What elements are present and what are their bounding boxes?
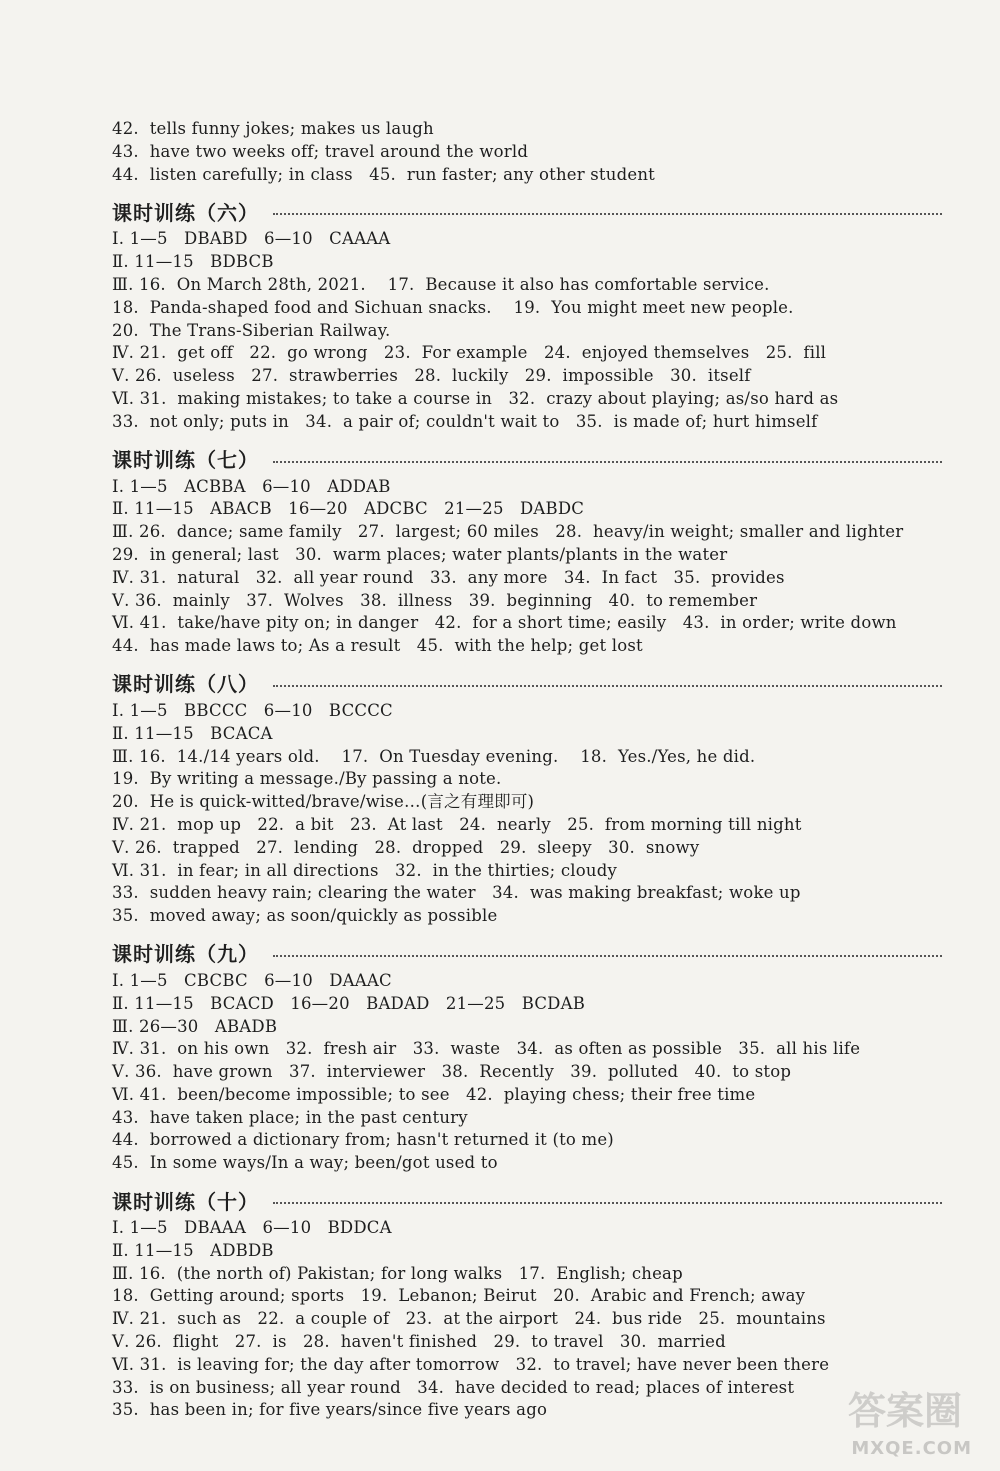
answer-line: 33. not only; puts in 34. a pair of; couldn't wait to 35. is made of; hurt himself (112, 411, 818, 431)
site-watermark (792, 1385, 982, 1465)
answer-line: Ⅱ. 11—15 BDBCB (112, 252, 274, 272)
answer-line: Ⅱ. 11—15 ABACB 16—20 ADCBC 21—25 DABDC (112, 499, 585, 519)
answer-line: 33. is on business; all year round 34. have decided to read; places of interest (112, 1377, 795, 1397)
answer-line: 45. In some ways/In a way; been/got used to (112, 1153, 498, 1173)
answer-page (112, 118, 942, 1422)
dotted-rule (273, 213, 942, 215)
answer-line: Ⅲ. 16. 14./14 years old. 17. On Tuesday evening. 18. Yes./Yes, he did. (112, 746, 756, 766)
dotted-rule (273, 461, 942, 463)
section-9 (112, 938, 942, 1175)
answer-line: 42. tells funny jokes; makes us laugh (112, 119, 434, 138)
answer-line: Ⅲ. 16. On March 28th, 2021. 17. Because it also has comfortable service. (112, 274, 770, 294)
answer-line: Ⅳ. 21. mop up 22. a bit 23. At last 24. nearly 25. from morning till night (112, 814, 802, 834)
answer-line: 29. in general; last 30. warm places; water plants/plants in the water (112, 544, 728, 564)
section-title (112, 1185, 942, 1215)
section-heading: 课时训练（九） (112, 942, 259, 967)
answer-line: Ⅵ. 31. making mistakes; to take a course in 32. crazy about playing; as/so hard as (112, 388, 839, 408)
section-title (112, 938, 942, 968)
answer-line: Ⅲ. 26—30 ABADB (112, 1016, 278, 1036)
section-title (112, 196, 942, 226)
answer-line: Ⅳ. 31. on his own 32. fresh air 33. waste 34. as often as possible 35. all his life (112, 1039, 861, 1059)
dotted-rule (273, 685, 942, 687)
dotted-rule (273, 1202, 942, 1204)
answer-line: Ⅴ. 36. mainly 37. Wolves 38. illness 39. beginning 40. to remember (112, 590, 758, 610)
answer-line: 43. have taken place; in the past century (112, 1107, 468, 1127)
section-heading: 课时训练（十） (112, 1189, 259, 1214)
answer-line: 35. has been in; for five years/since five years ago (112, 1400, 548, 1420)
answer-line: Ⅳ. 31. natural 32. all year round 33. any more 34. In fact 35. provides (112, 567, 785, 587)
answer-line: 44. listen carefully; in class 45. run faster; any other student (112, 164, 655, 184)
answer-line: Ⅴ. 26. flight 27. is 28. haven't finished 29. to travel 30. married (112, 1332, 726, 1352)
answer-line: Ⅰ. 1—5 CBCBC 6—10 DAAAC (112, 970, 392, 990)
section-heading: 课时训练（七） (112, 448, 259, 473)
answer-line: 18. Panda-shaped food and Sichuan snacks. 19. You might meet new people. (112, 297, 794, 317)
answer-line: Ⅵ. 31. in fear; in all directions 32. in the thirties; cloudy (112, 860, 618, 880)
answer-line: Ⅰ. 1—5 BBCCC 6—10 BCCCC (112, 700, 393, 720)
answer-line: Ⅲ. 16. (the north of) Pakistan; for long walks 17. English; cheap (112, 1263, 683, 1283)
intro-block (112, 118, 942, 186)
answer-line: Ⅱ. 11—15 BCACA (112, 723, 273, 743)
dotted-rule (273, 955, 942, 957)
answer-line: Ⅵ. 41. been/become impossible; to see 42. playing chess; their free time (112, 1084, 756, 1104)
answer-line: 20. The Trans-Siberian Railway. (112, 320, 391, 340)
answer-line: Ⅱ. 11—15 BCACD 16—20 BADAD 21—25 BCDAB (112, 993, 586, 1013)
answer-line: Ⅰ. 1—5 DBABD 6—10 CAAAA (112, 229, 391, 249)
answer-line: 44. has made laws to; As a result 45. with the help; get lost (112, 636, 643, 656)
answer-line: Ⅴ. 36. have grown 37. interviewer 38. Recently 39. polluted 40. to stop (112, 1062, 792, 1082)
answer-line: 44. borrowed a dictionary from; hasn't returned it (to me) (112, 1130, 614, 1150)
answer-line: Ⅱ. 11—15 ADBDB (112, 1240, 274, 1260)
section-6 (112, 196, 942, 433)
answer-line: Ⅵ. 41. take/have pity on; in danger 42. for a short time; easily 43. in order; write down (112, 613, 897, 633)
watermark-logo: 答案圈 (847, 1389, 962, 1433)
answer-line: 19. By writing a message./By passing a note. (112, 769, 502, 789)
answer-line: 43. have two weeks off; travel around the world (112, 141, 529, 161)
answer-line: Ⅲ. 26. dance; same family 27. largest; 60 miles 28. heavy/in weight; smaller and lighter (112, 522, 904, 542)
answer-line: Ⅴ. 26. useless 27. strawberries 28. luckily 29. impossible 30. itself (112, 366, 751, 386)
answer-line: Ⅵ. 31. is leaving for; the day after tomorrow 32. to travel; have never been there (112, 1354, 830, 1374)
answer-line: Ⅰ. 1—5 ACBBA 6—10 ADDAB (112, 476, 391, 496)
section-heading: 课时训练（八） (112, 672, 259, 697)
answer-line: 35. moved away; as soon/quickly as possible (112, 906, 498, 926)
answer-line: 20. He is quick-witted/brave/wise…(言之有理即可) (112, 792, 535, 812)
watermark-text: MXQE.COM (851, 1438, 972, 1459)
answer-line: Ⅴ. 26. trapped 27. lending 28. dropped 29. sleepy 30. snowy (112, 837, 700, 857)
answer-line: Ⅳ. 21. get off 22. go wrong 23. For example 24. enjoyed themselves 25. fill (112, 343, 827, 363)
answer-line: 33. sudden heavy rain; clearing the water 34. was making breakfast; woke up (112, 883, 801, 903)
answer-line: Ⅳ. 21. such as 22. a couple of 23. at the airport 24. bus ride 25. mountains (112, 1309, 826, 1329)
section-heading: 课时训练（六） (112, 200, 259, 225)
section-title (112, 444, 942, 474)
answer-line: 18. Getting around; sports 19. Lebanon; Beirut 20. Arabic and French; away (112, 1286, 806, 1306)
section-7 (112, 444, 942, 658)
section-title (112, 668, 942, 698)
section-8 (112, 668, 942, 928)
answer-line: Ⅰ. 1—5 DBAAA 6—10 BDDCA (112, 1218, 392, 1238)
